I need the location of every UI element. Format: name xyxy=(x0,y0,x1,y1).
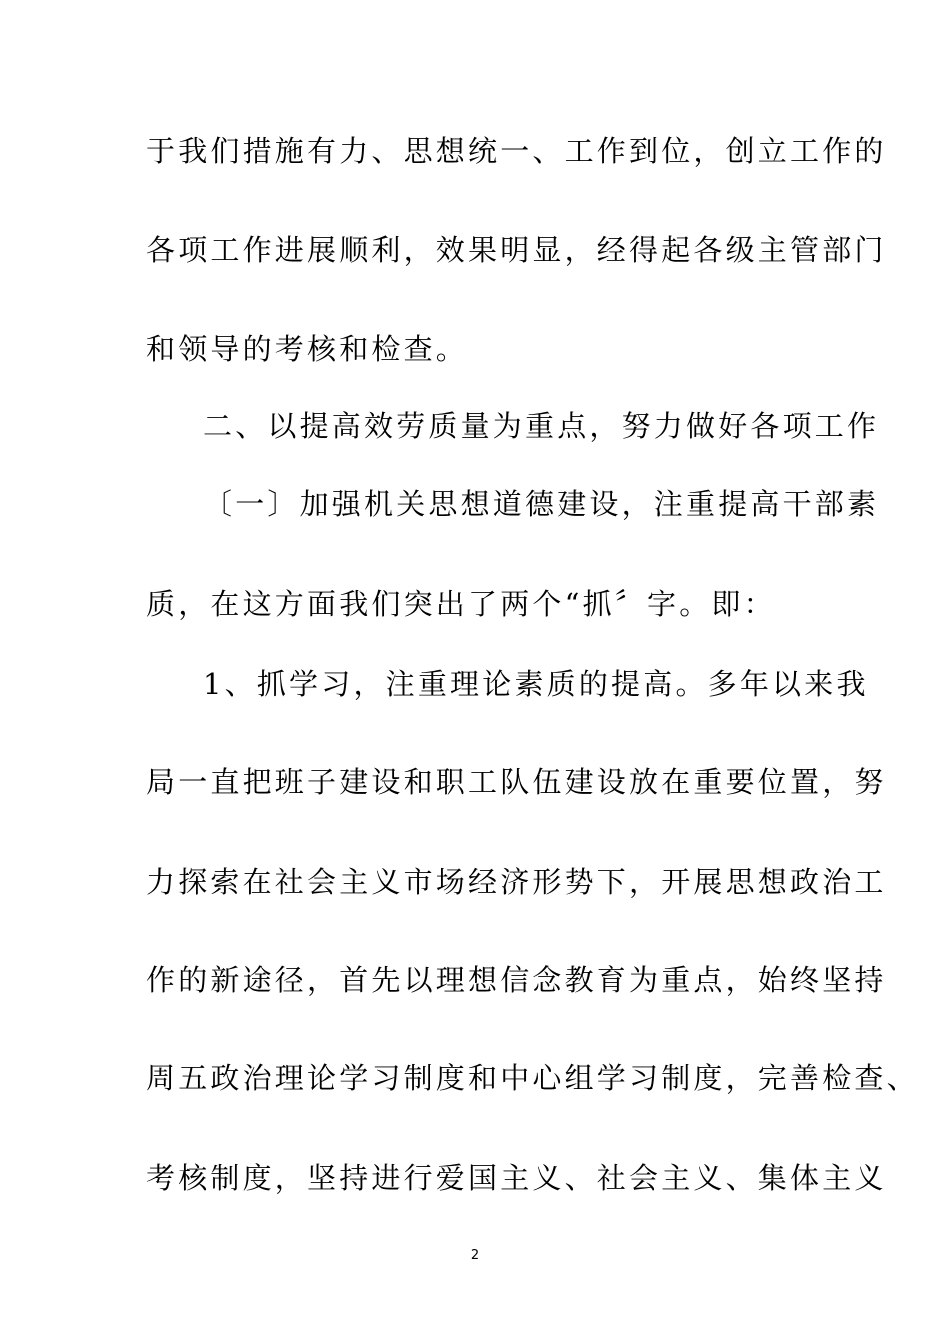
page-number: 2 xyxy=(470,1248,480,1263)
text-line: 周五政治理论学习制度和中心组学习制度，完善检查、 xyxy=(146,1061,919,1095)
list-item-heading: 1、抓学习，注重理论素质的提高。多年以来我 xyxy=(203,667,869,701)
text-line: 各项工作进展顺利，效果明显，经得起各级主管部门 xyxy=(146,233,887,267)
text-line: 质，在这方面我们突出了两个“抓〞字。即： xyxy=(146,587,776,621)
text-line: 和领导的考核和检查。 xyxy=(146,332,469,366)
section-heading: 二、以提高效劳质量为重点，努力做好各项工作 xyxy=(203,409,880,443)
text-line: 考核制度，坚持进行爱国主义、社会主义、集体主义 xyxy=(146,1161,887,1195)
subsection-heading: 〔一〕加强机关思想道德建设，注重提高干部素 xyxy=(203,487,880,521)
text-line: 于我们措施有力、思想统一、工作到位，创立工作的 xyxy=(146,134,887,168)
text-line: 力探索在社会主义市场经济形势下，开展思想政治工 xyxy=(146,865,887,899)
text-line: 局一直把班子建设和职工队伍建设放在重要位置，努 xyxy=(146,765,887,799)
text-line: 作的新途径，首先以理想信念教育为重点，始终坚持 xyxy=(146,963,887,997)
